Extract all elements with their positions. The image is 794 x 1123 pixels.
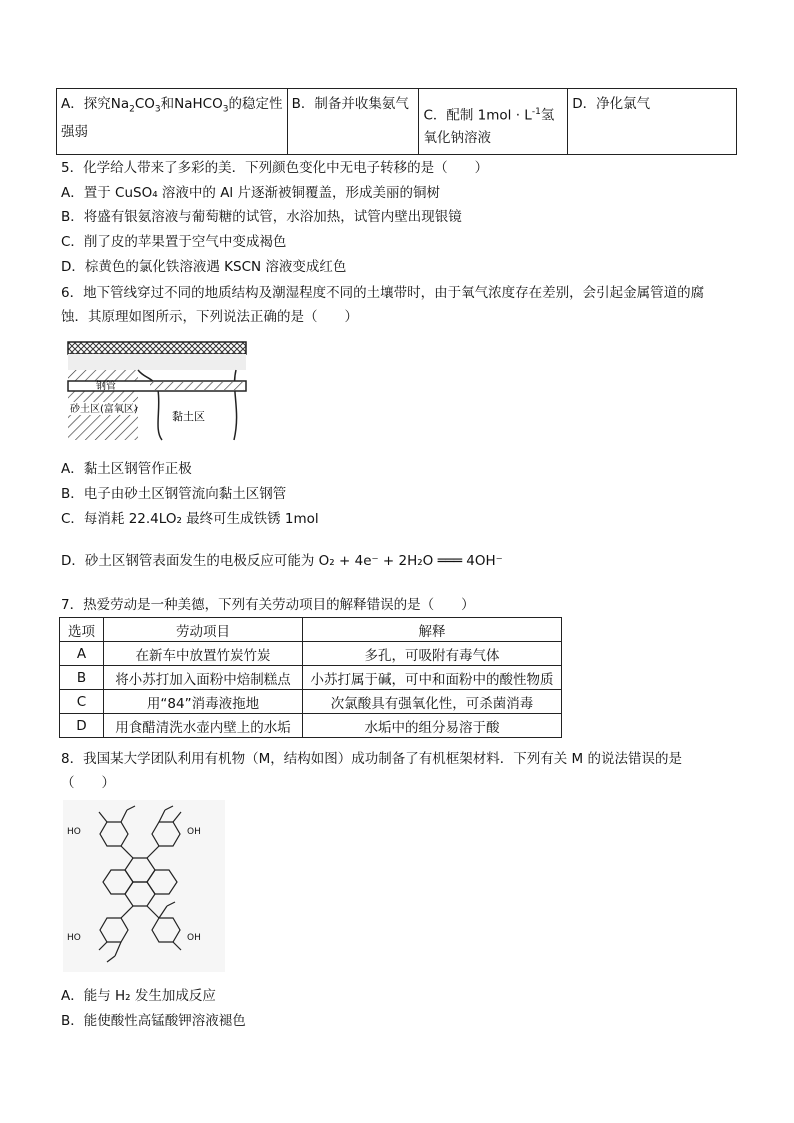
q5-option-c: C．削了皮的苹果置于空气中变成褐色 xyxy=(61,234,287,250)
q6-option-d: D．砂土区钢管表面发生的电极反应可能为 O₂ + 4e⁻ + 2H₂O ═══ 4OH⁻ xyxy=(61,553,503,569)
pyrene-structure xyxy=(63,800,225,972)
surface-layer xyxy=(68,342,246,354)
cell-text: 氢氧化钠溶液 xyxy=(423,107,555,146)
table-row xyxy=(60,666,562,690)
cell-text: 的稳定性强弱 xyxy=(61,96,283,140)
hydroxyl-label: HO xyxy=(67,827,81,837)
question-8-stem-line2: （ ） xyxy=(61,775,115,791)
cell-text: D．净化氯气 xyxy=(572,96,651,112)
table-cell-c xyxy=(419,89,568,155)
q8-option-b: B．能使酸性高锰酸钾溶液褪色 xyxy=(61,1013,246,1029)
cell-text: B．制备并收集氨气 xyxy=(291,96,409,112)
cell-text: 和NaHCO xyxy=(160,96,223,112)
q8-option-a: A．能与 H₂ 发生加成反应 xyxy=(61,988,216,1004)
q5-option-b: B．将盛有银氨溶液与葡萄糖的试管，水浴加热，试管内壁出现银镜 xyxy=(61,209,462,225)
hydroxyl-label: OH xyxy=(187,933,201,943)
subscript: 3 xyxy=(222,104,229,115)
hydroxyl-label: HO xyxy=(67,933,81,943)
q6-option-b: B．电子由砂土区钢管流向黏土区钢管 xyxy=(61,486,287,502)
q6-option-a: A．黏土区钢管作正极 xyxy=(61,461,192,477)
q5-option-a: A．置于 CuSO₄ 溶液中的 Al 片逐渐被铜覆盖，形成美丽的铜树 xyxy=(61,185,440,201)
cell-project: 用“84”消毒液拖地 xyxy=(104,690,303,714)
question-6-stem-line1: 6．地下管线穿过不同的地质结构及潮湿程度不同的土壤带时，由于氧气浓度存在差别，会引起金属管道的腐 xyxy=(61,285,705,301)
question-8-stem-line1: 8．我国某大学团队利用有机物（M，结构如图）成功制备了有机框架材料．下列有关 M 的说法错误的是 xyxy=(61,751,682,767)
pipe-label: 钢管 xyxy=(96,381,116,392)
cell-text: A．探究Na xyxy=(61,96,130,112)
question-7-stem: 7．热爱劳动是一种美德，下列有关劳动项目的解释错误的是（ ） xyxy=(61,597,475,613)
table-row xyxy=(60,714,562,738)
labor-table xyxy=(59,617,562,738)
cell-explanation: 水垢中的组分易溶于酸 xyxy=(303,714,562,738)
cell-text: C．配制 1mol · L xyxy=(423,107,532,124)
subscript: 3 xyxy=(154,104,161,115)
cell-project: 将小苏打加入面粉中焙制糕点 xyxy=(104,666,303,690)
pipe-soil-diagram xyxy=(66,340,248,442)
corrosion-figure xyxy=(66,340,248,442)
cell-option: D xyxy=(60,714,104,738)
hydroxyl-label: OH xyxy=(187,827,201,837)
question-5-stem: 5．化学给人带来了多彩的美．下列颜色变化中无电子转移的是（ ） xyxy=(61,160,489,176)
table-header-row xyxy=(60,618,562,642)
table-cell-b xyxy=(287,89,419,155)
cell-explanation: 次氯酸具有强氧化性，可杀菌消毒 xyxy=(303,690,562,714)
cell-explanation: 多孔，可吸附有毒气体 xyxy=(303,642,562,666)
cell-explanation: 小苏打属于碱，可中和面粉中的酸性物质 xyxy=(303,666,562,690)
cell-text: CO xyxy=(134,96,155,112)
q6-option-c: C．每消耗 22.4LO₂ 最终可生成铁锈 1mol xyxy=(61,511,319,527)
cell-option: B xyxy=(60,666,104,690)
cell-project: 在新车中放置竹炭竹炭 xyxy=(104,642,303,666)
experiment-options-table xyxy=(56,88,737,155)
table-row xyxy=(60,642,562,666)
superscript: -1 xyxy=(531,107,541,117)
table-cell-a xyxy=(57,89,288,155)
subscript: 2 xyxy=(129,104,135,115)
cell-option: A xyxy=(60,642,104,666)
topsoil xyxy=(68,354,246,370)
cell-project: 用食醋清洗水壶内壁上的水垢 xyxy=(104,714,303,738)
q5-option-d: D．棕黄色的氯化铁溶液遇 KSCN 溶液变成红色 xyxy=(61,259,347,275)
molecule-structure-figure xyxy=(63,800,225,972)
header-option: 选项 xyxy=(60,618,104,642)
sand-label: 砂土区(富氧区) xyxy=(70,404,138,415)
question-6-stem-line2: 蚀．其原理如图所示，下列说法正确的是（ ） xyxy=(61,309,358,325)
header-project: 劳动项目 xyxy=(104,618,303,642)
pipe-rust-section xyxy=(150,382,244,390)
table-cell-d xyxy=(568,89,737,155)
header-explanation: 解释 xyxy=(303,618,562,642)
cell-option: C xyxy=(60,690,104,714)
table-row xyxy=(60,690,562,714)
clay-label: 黏土区 xyxy=(172,410,205,423)
